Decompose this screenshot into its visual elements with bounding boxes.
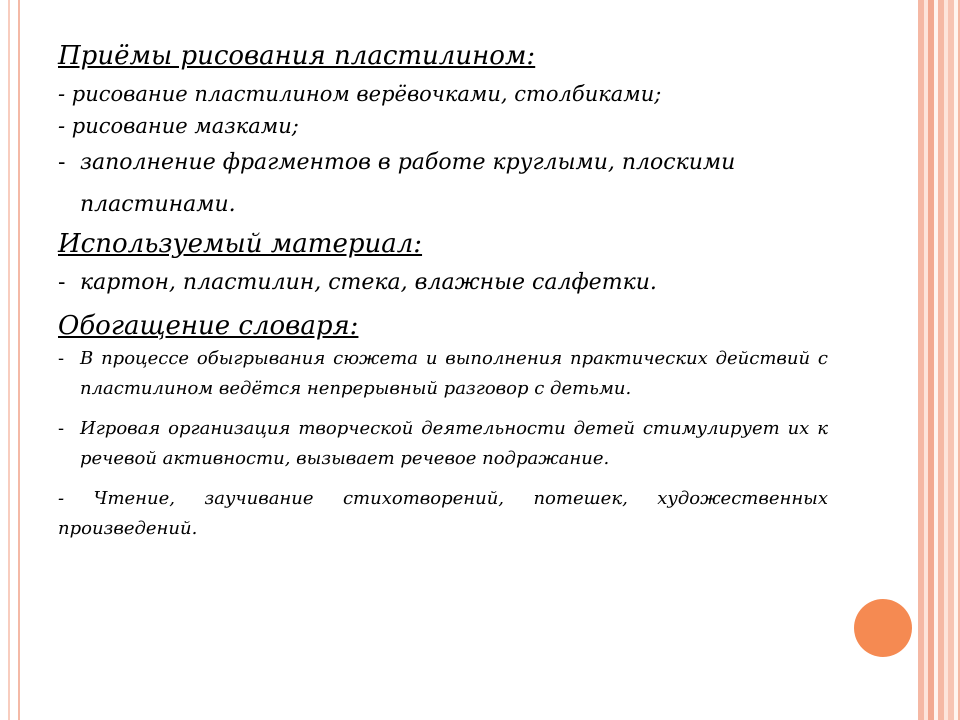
bullet-text: заполнение фрагментов в работе круглыми, плоскими пластинами.	[80, 150, 736, 217]
dash-item-strokes: - рисование мазками;	[58, 114, 299, 138]
bullet-item-fill-fragments	[58, 142, 828, 226]
bullet-marker: -	[58, 418, 65, 439]
bullet-item-conversation	[58, 344, 828, 404]
left-border-decoration	[0, 0, 20, 720]
bullet-item-materials	[58, 262, 828, 304]
right-stripe-decoration	[918, 0, 960, 720]
dash-item-ropes: - рисование пластилином верёвочками, столбиками;	[58, 82, 662, 106]
heading-techniques: Приёмы рисования пластилином:	[58, 41, 536, 71]
orange-circle-decoration	[854, 599, 912, 657]
slide-content	[58, 38, 828, 544]
heading-materials: Используемый материал:	[58, 229, 423, 259]
bullet-item-game-organization	[58, 414, 828, 474]
closing-reading-item: - Чтение, заучивание стихотворений, потешек, художественных произведений.	[58, 488, 828, 539]
bullet-marker: -	[58, 150, 66, 175]
bullet-marker: -	[58, 348, 65, 369]
bullet-text: Игровая организация творческой деятельности детей стимулирует их к речевой активности, вызывает речевое подражание.	[80, 418, 828, 469]
right-stripe-accent	[928, 0, 934, 720]
bullet-text: В процессе обыгрывания сюжета и выполнения практических действий с пластилином ведётся непрерывный разговор с детьми.	[80, 348, 828, 399]
heading-vocabulary: Обогащение словаря:	[58, 311, 359, 341]
bullet-marker: -	[58, 270, 66, 295]
bullet-text: картон, пластилин, стека, влажные салфетки.	[80, 270, 657, 295]
